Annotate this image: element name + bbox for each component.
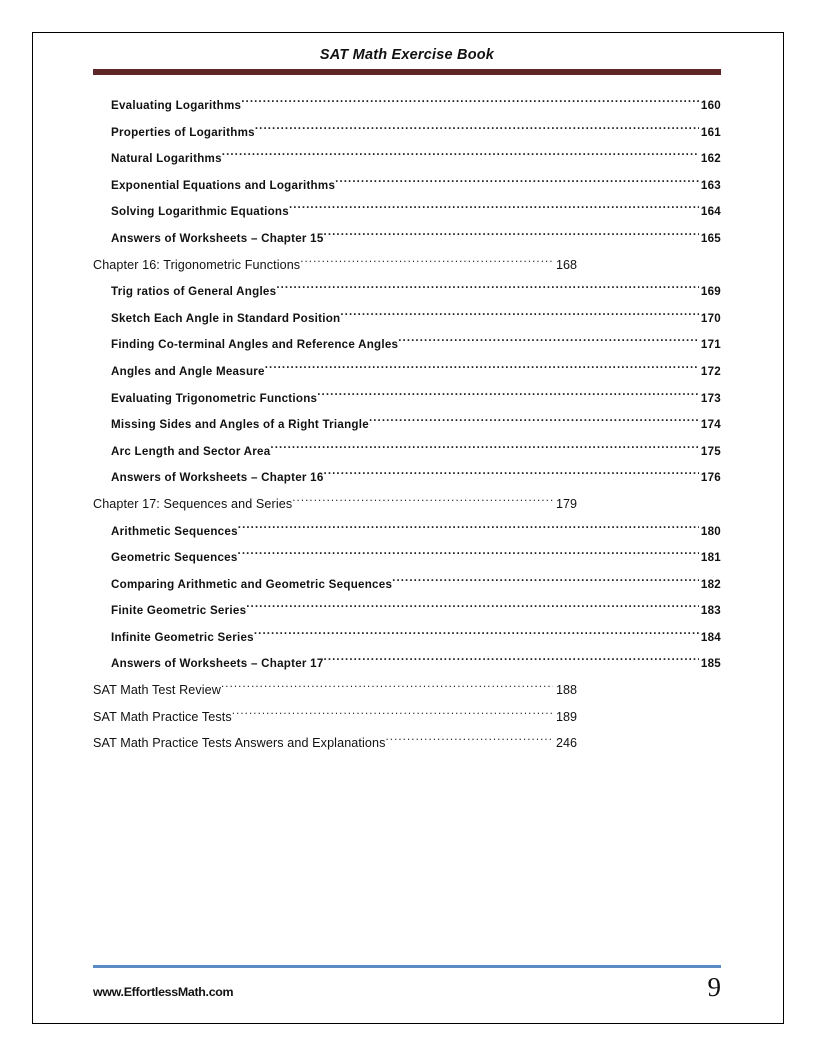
toc-entry-page-number: 189 bbox=[555, 709, 577, 724]
toc-dot-leader bbox=[254, 625, 699, 641]
toc-entry[interactable] bbox=[93, 120, 721, 147]
toc-entry-page-number: 171 bbox=[700, 338, 721, 352]
toc-entry-page-number: 183 bbox=[700, 604, 721, 618]
toc-entry-page-number: 180 bbox=[700, 524, 721, 538]
toc-entry-label: Arithmetic Sequences bbox=[111, 524, 238, 538]
toc-entry-label: Finding Co-terminal Angles and Reference Angles bbox=[111, 338, 399, 352]
toc-entry-label: Comparing Arithmetic and Geometric Sequences bbox=[111, 577, 393, 591]
toc-entry-page-number: 184 bbox=[700, 630, 721, 644]
toc-entry[interactable] bbox=[93, 545, 721, 572]
toc-entry-page-number: 179 bbox=[555, 496, 577, 511]
toc-entry[interactable] bbox=[93, 93, 721, 120]
toc-dot-leader bbox=[317, 386, 699, 402]
toc-entry-page-number: 185 bbox=[700, 657, 721, 671]
toc-dot-leader bbox=[289, 199, 699, 215]
toc-dot-leader bbox=[276, 279, 699, 295]
toc-entry-label: SAT Math Practice Tests bbox=[93, 709, 232, 724]
toc-entry-page-number: 182 bbox=[700, 577, 721, 591]
toc-entry-page-number: 169 bbox=[700, 285, 721, 299]
toc-dot-leader bbox=[222, 146, 699, 162]
footer-divider-rule bbox=[93, 965, 721, 968]
toc-entry[interactable] bbox=[93, 651, 721, 678]
toc-dot-leader bbox=[392, 572, 699, 588]
toc-entry-label: Properties of Logarithms bbox=[111, 125, 255, 139]
toc-dot-leader bbox=[292, 492, 553, 508]
toc-entry-label: Geometric Sequences bbox=[111, 551, 238, 565]
toc-dot-leader bbox=[398, 332, 699, 348]
toc-entry-page-number: 163 bbox=[700, 178, 721, 192]
toc-entry-page-number: 246 bbox=[555, 736, 577, 751]
toc-entry[interactable] bbox=[93, 359, 721, 386]
toc-entry-label: Exponential Equations and Logarithms bbox=[111, 178, 336, 192]
toc-entry-page-number: 161 bbox=[700, 125, 721, 139]
toc-entry[interactable] bbox=[93, 173, 721, 200]
toc-entry[interactable] bbox=[93, 332, 721, 359]
toc-dot-leader bbox=[324, 226, 699, 242]
toc-entry-page-number: 174 bbox=[700, 418, 721, 432]
document-page bbox=[32, 32, 784, 1024]
toc-entry-page-number: 160 bbox=[700, 99, 721, 112]
toc-entry-label: SAT Math Practice Tests Answers and Explanations bbox=[93, 736, 386, 751]
toc-entry[interactable] bbox=[93, 731, 577, 758]
toc-entry-label: Sketch Each Angle in Standard Position bbox=[111, 311, 341, 325]
toc-entry[interactable] bbox=[93, 386, 721, 413]
toc-entry-page-number: 175 bbox=[700, 444, 721, 458]
toc-dot-leader bbox=[238, 545, 699, 561]
toc-dot-leader bbox=[232, 705, 553, 721]
toc-entry[interactable] bbox=[93, 519, 721, 546]
toc-entry[interactable] bbox=[93, 199, 721, 226]
toc-entry-label: Answers of Worksheets – Chapter 15 bbox=[111, 231, 324, 245]
toc-dot-leader bbox=[300, 253, 553, 269]
footer-page-number: 9 bbox=[707, 972, 721, 1002]
toc-entry[interactable] bbox=[93, 226, 721, 253]
toc-entry[interactable] bbox=[93, 625, 721, 652]
toc-entry-label: Solving Logarithmic Equations bbox=[111, 205, 289, 219]
toc-entry-page-number: 176 bbox=[700, 471, 721, 485]
toc-entry-label: Finite Geometric Series bbox=[111, 604, 247, 618]
toc-entry-label: Angles and Angle Measure bbox=[111, 364, 265, 378]
toc-entry[interactable] bbox=[93, 279, 721, 306]
toc-entry-page-number: 164 bbox=[700, 205, 721, 219]
toc-dot-leader bbox=[386, 731, 554, 747]
toc-entry[interactable] bbox=[93, 465, 721, 492]
toc-dot-leader bbox=[265, 359, 699, 375]
toc-entry-label: Missing Sides and Angles of a Right Triangle bbox=[111, 418, 369, 432]
toc-entry-label: Evaluating Logarithms bbox=[111, 99, 242, 112]
toc-entry-page-number: 168 bbox=[555, 257, 577, 272]
toc-entry[interactable] bbox=[93, 306, 721, 333]
toc-entry-label: Answers of Worksheets – Chapter 16 bbox=[111, 471, 324, 485]
toc-dot-leader bbox=[324, 465, 699, 481]
toc-entry[interactable] bbox=[93, 439, 721, 466]
toc-dot-leader bbox=[270, 439, 699, 455]
toc-entry-label: Infinite Geometric Series bbox=[111, 630, 254, 644]
footer-content bbox=[93, 972, 721, 1002]
toc-entry-label: Evaluating Trigonometric Functions bbox=[111, 391, 318, 405]
toc-dot-leader bbox=[221, 678, 553, 694]
toc-entry-page-number: 165 bbox=[700, 231, 721, 245]
toc-dot-leader bbox=[246, 598, 699, 614]
toc-entry[interactable] bbox=[93, 705, 577, 732]
toc-entry[interactable] bbox=[93, 598, 721, 625]
toc-dot-leader bbox=[324, 651, 699, 667]
page-title: SAT Math Exercise Book bbox=[319, 47, 495, 63]
toc-entry[interactable] bbox=[93, 253, 577, 280]
toc-dot-leader bbox=[241, 93, 699, 109]
toc-dot-leader bbox=[335, 173, 699, 189]
toc-entry-page-number: 173 bbox=[700, 391, 721, 405]
toc-entry-page-number: 188 bbox=[555, 683, 577, 698]
page-header bbox=[93, 46, 721, 75]
toc-dot-leader bbox=[369, 412, 699, 428]
toc-entry[interactable] bbox=[93, 572, 721, 599]
footer-website-link[interactable]: www.EffortlessMath.com bbox=[93, 985, 234, 999]
toc-dot-leader bbox=[238, 519, 699, 535]
table-of-contents bbox=[93, 93, 721, 758]
toc-entry-page-number: 172 bbox=[700, 364, 721, 378]
header-divider-rule bbox=[93, 69, 721, 75]
toc-entry-label: Arc Length and Sector Area bbox=[111, 444, 271, 458]
toc-entry-page-number: 170 bbox=[700, 311, 721, 325]
toc-entry[interactable] bbox=[93, 678, 577, 705]
toc-entry[interactable] bbox=[93, 492, 577, 519]
toc-entry-label: Answers of Worksheets – Chapter 17 bbox=[111, 657, 324, 671]
toc-entry[interactable] bbox=[93, 146, 721, 173]
toc-entry-page-number: 181 bbox=[700, 551, 721, 565]
toc-entry-label: SAT Math Test Review bbox=[93, 683, 221, 698]
toc-dot-leader bbox=[255, 120, 699, 136]
toc-entry[interactable] bbox=[93, 412, 721, 439]
toc-entry-label: Chapter 16: Trigonometric Functions bbox=[93, 257, 301, 272]
toc-entry-label: Chapter 17: Sequences and Series bbox=[93, 496, 293, 511]
toc-dot-leader bbox=[340, 306, 699, 322]
toc-entry-label: Natural Logarithms bbox=[111, 152, 222, 166]
toc-entry-page-number: 162 bbox=[700, 152, 721, 166]
toc-entry-label: Trig ratios of General Angles bbox=[111, 285, 277, 299]
page-footer bbox=[93, 965, 721, 1002]
